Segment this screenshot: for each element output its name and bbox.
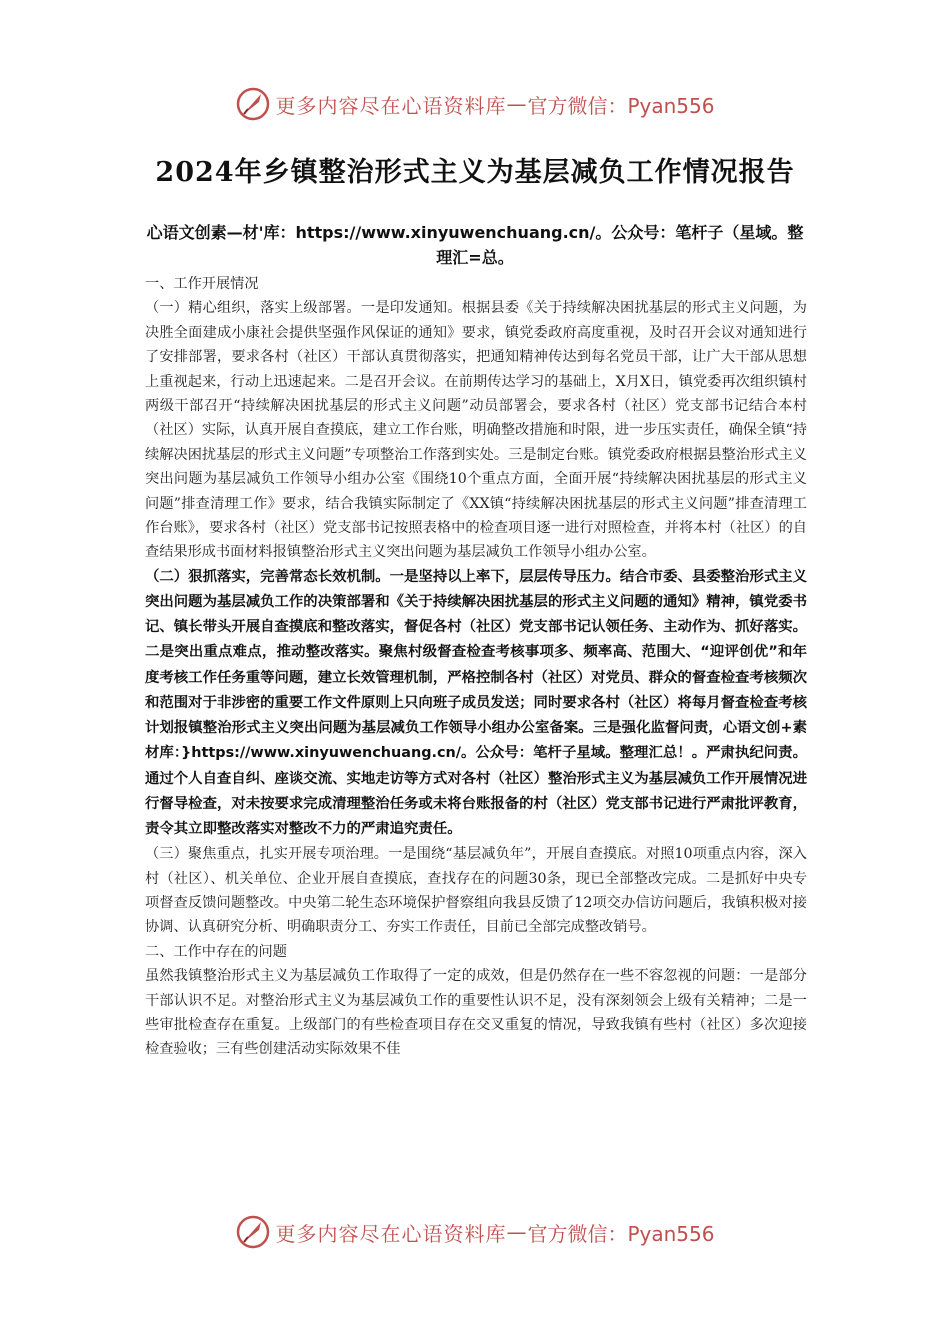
quill-seal-logo-icon [235, 1214, 271, 1250]
footer-banner-text: 更多内容尽在心语资料库 [275, 1221, 507, 1246]
footer-banner-wechat: 官方微信：Pyan556 [527, 1221, 715, 1246]
header-banner-wechat: 官方微信：Pyan556 [527, 93, 715, 118]
document-body [145, 272, 807, 1062]
paragraph-bold: （二）狠抓落实，完善常态长效机制。一是坚持以上率下，层层传导压力。结合市委、县委整治形式主义突出问题为基层减负工作的决策部署和《关于持续解决困扰基层的形式主义问题的通知》精神，镇党委书记、镇长带头开展自查摸底和整改落实，督促各村（社区）党支部书记认领任务、主动作为、抓好落实。二是突出重点难点，推动整改落实。聚焦村级督查检查考核事项多、频率高、范围大、“迎评创优”和年度考核工作任务重等问题，建立长效管理机制，严格控制各村（社区）对党员、群众的督查检查考核频次和范围对于非涉密的重要工作文件原则上只向班子成员发送；同时要求各村（社区）将每月督查检查考核计划报镇整治形式主义突出问题为基层减负工作领导小组办公室备案。三是强化监督问责，心语文创+素材库：}https://www.xinyuwenchuang.cn/。公众号：笔杆子星域。整理汇总！。严肃执纪问责。通过个人自查自纠、座谈交流、实地走访等方式对各村（社区）整治形式主义为基层减负工作开展情况进行督导检查，对未按要求完成清理整治任务或未将台账报备的村（社区）党支部书记进行严肃批评教育，责令其立即整改落实对整改不力的严肃追究责任。 [145, 568, 807, 837]
header-banner-text: 更多内容尽在心语资料库 [275, 93, 507, 118]
quill-seal-logo-icon [235, 86, 271, 122]
header-banner [0, 84, 950, 124]
document-subtitle: 心语文创素—材'库：https://www.xinyuwenchuang.cn/。公众号：笔杆子（星域。整理汇=总。 [146, 223, 804, 267]
section-heading: 一、工作开展情况 [145, 276, 259, 292]
section-heading: 二、工作中存在的问题 [145, 943, 287, 960]
header-banner-separator: — [506, 92, 528, 116]
paragraph: 虽然我镇整治形式主义为基层减负工作取得了一定的成效，但是仍然存在一些不容忽视的问题：一是部分干部认识不足。对整治形式主义为基层减负工作的重要性认识不足，没有深刻领会上级有关精神；二是一些审批检查存在重复。上级部门的有些检查项目存在交叉重复的情况，导致我镇有些村（社区）多次迎接检查验收；三有些创建活动实际效果不佳 [145, 968, 807, 1058]
paragraph: （一）精心组织，落实上级部署。一是印发通知。根据县委《关于持续解决困扰基层的形式主义问题，为决胜全面建成小康社会提供坚强作风保证的通知》要求，镇党委政府高度重视，及时召开会议对通知进行了安排部署，要求各村（社区）干部认真贯彻落实，把通知精神传达到每名党员干部，让广大干部从思想上重视起来，行动上迅速起来。二是召开会议。在前期传达学习的基础上，X月X日，镇党委再次组织镇村两级干部召开“持续解决困扰基层的形式主义问题”动员部署会，要求各村（社区）党支部书记结合本村（社区）实际，认真开展自查摸底，建立工作台账，明确整改措施和时限，进一步压实责任，确保全镇“持续解决困扰基层的形式主义问题”专项整治工作落到实处。三是制定台账。镇党委政府根据县整治形式主义突出问题为基层减负工作领导小组办公室《围绕10个重点方面，全面开展“持续解决困扰基层的形式主义问题”排查清理工作》要求，结合我镇实际制定了《XX镇“持续解决困扰基层的形式主义问题”排查清理工作台账》，要求各村（社区）党支部书记按照表格中的检查项目逐一进行对照检查，并将本村（社区）的自查结果形成书面材料报镇整治形式主义突出问题为基层减负工作领导小组办公室。 [145, 300, 807, 561]
footer-banner-separator: — [506, 1220, 528, 1244]
footer-banner [0, 1212, 950, 1252]
paragraph: （三）聚焦重点，扎实开展专项治理。一是围绕“基层减负年”，开展自查摸底。对照10项重点内容，深入村（社区）、机关单位、企业开展自查摸底，查找存在的问题30条，现已全部整改完成。二是抓好中央专项督查反馈问题整改。中央第二轮生态环境保护督察组向我县反馈了12项交办信访问题后，我镇积极对接协调、认真研究分析、明确职责分工、夯实工作责任，目前已全部完成整改销号。 [145, 846, 807, 936]
document-title: 2024年乡镇整治形式主义为基层减负工作情况报告 [155, 157, 795, 188]
